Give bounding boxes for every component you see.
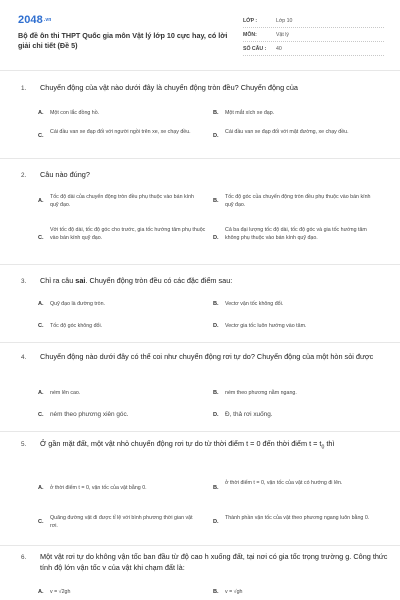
meta-value: 40 — [276, 46, 282, 52]
question-number: 4. — [21, 354, 27, 361]
question-text: Chuyển động của vật nào dưới đây là chuyển động tròn đều? Chuyển động của — [40, 83, 298, 92]
question-text: Ở gần mặt đất, một vật nhỏ chuyển động rơi tự do từ thời điểm t = 0 đến thời điểm $t = t_0$ thì — [40, 439, 335, 451]
document-title: Bộ đề ôn thi THPT Quốc gia môn Vật lý lớp 10 cực hay, có lời giải chi tiết (Đề 5) — [18, 31, 228, 50]
logo-suffix: .vn — [43, 17, 52, 24]
question-text: Câu nào đúng? — [40, 170, 90, 179]
question-2: 2. Câu nào đúng? A. Tốc độ dài của chuyển động tròn đều phụ thuộc vào bán kính quỹ đạo. B. Tốc độ góc của chuyển động tròn đều phụ thuộc vào bán kính quỹ đạo. C. Với tốc độ dài, tốc độ góc cho trước, gia tốc hướng tâm phụ thuộc vào bán kính quỹ đạo. D. Cả ba đại lượng tốc độ dài, tốc độ góc và gia tốc hướng tâm không phụ thuộc vào bán kính quỹ đạo. — [0, 158, 400, 264]
document-meta — [243, 14, 384, 56]
question-number: 1. — [21, 85, 27, 92]
question-number: 2. — [21, 172, 27, 179]
meta-value: Vật lý — [276, 32, 289, 38]
question-number: 3. — [21, 278, 27, 285]
meta-label: LỚP : — [243, 18, 258, 24]
question-text: Một vật rơi tự do không vận tốc ban đầu từ độ cao h xuống đất, tại nơi có gia tốc trọng trường g. Công thức tính độ lớn vận tốc v của vật khi chạm đất là: — [40, 552, 388, 572]
document-header — [18, 14, 384, 58]
site-logo[interactable] — [18, 14, 51, 26]
question-3: 3. Chỉ ra câu sai. Chuyển động tròn đều có các đặc điểm sau: A. Quỹ đạo là đường tròn. B. Vectơ vận tốc không đổi. C. Tốc độ góc không đổi. D. Vectơ gia tốc luôn hướng vào tâm. — [0, 264, 400, 342]
meta-value: Lớp 10 — [276, 18, 293, 24]
meta-row-subject — [243, 28, 384, 42]
logo-text: 2048 — [18, 14, 43, 26]
question-6: 6. Một vật rơi tự do không vận tốc ban đầu từ độ cao h xuống đất, tại nơi có gia tốc trọng trường g. Công thức tính độ lớn vận tốc v của vật khi chạm đất là: A. v = √2gh B. v = √gh — [0, 545, 400, 600]
question-number: 6. — [21, 554, 27, 561]
question-number: 5. — [21, 441, 27, 448]
meta-label: SỐ CÂU : — [243, 46, 267, 52]
meta-label: MÔN: — [243, 32, 257, 38]
question-text: Chuyển động nào dưới đây có thể coi như chuyển động rơi tự do? Chuyển động của một hòn sỏi được — [40, 352, 374, 361]
question-5: 5. Ở gần mặt đất, một vật nhỏ chuyển động rơi tự do từ thời điểm t = 0 đến thời điểm $t = t_0$ thì A. ở thời điểm t = 0, vận tốc của vật bằng 0. B. ở thời điểm t = 0, vận tốc của vật có hướng đi lên. C. Quãng đường vật đi được tỉ lệ với bình phương thời gian vật rơi. D. Thành phần vận tốc của vật theo phương ngang luôn bằng 0. — [0, 431, 400, 545]
meta-row-grade — [243, 14, 384, 28]
question-text: Chỉ ra câu sai. Chuyển động tròn đều có các đặc điểm sau: — [40, 276, 233, 285]
question-1: 1. Chuyển động của vật nào dưới đây là chuyển động tròn đều? Chuyển động của A. Một con lắc đồng hồ. B. Một mắt xích xe đạp. C. Cái đầu van xe đạp đối với người ngồi trên xe, xe chạy đều. D. Cái đầu van xe đạp đối với mặt đường, xe chạy đều. — [0, 70, 400, 158]
meta-row-question-count — [243, 42, 384, 56]
question-4: 4. Chuyển động nào dưới đây có thể coi như chuyển động rơi tự do? Chuyển động của một hòn sỏi được A. ném lên cao. B. ném theo phương nằm ngang. C. ném theo phương xiên góc. D. Đ, thả rơi xuống. — [0, 342, 400, 431]
